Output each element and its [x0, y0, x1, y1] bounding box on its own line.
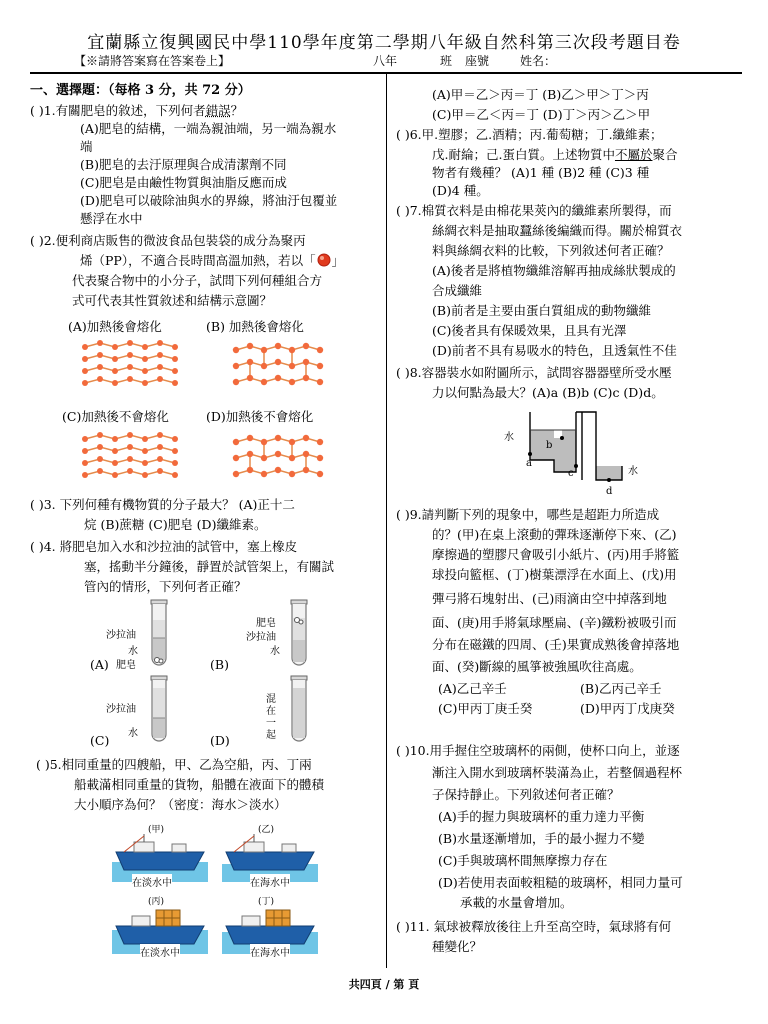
ship-label-bing: (丙) [148, 897, 165, 907]
container-water-label-right: 水 [628, 466, 638, 477]
q3-line2: 烷 (B)蔗糖 (C)肥皂 (D)纖維素。 [84, 517, 267, 532]
q6-line1: ( )6.甲.塑膠；乙.酒精；丙.葡萄糖；丁.纖維素； [396, 127, 663, 142]
q11-line1: ( )11. 氣球被釋放後往上升至高空時，氣球將有何 [396, 919, 672, 934]
q9-option-b: (B)乙丙己辛壬 [580, 681, 662, 696]
q4-option-b: (B) [210, 657, 229, 672]
polymer-diagram-b [230, 340, 330, 395]
q1-option-a: (A)肥皂的結構，一端為親油端，另一端為親水 [80, 121, 337, 136]
name-label: 姓名： [520, 54, 557, 68]
q4-line2: 塞，搖動半分鐘後，靜置於試管架上，有關試 [84, 559, 335, 574]
ship-label-yi: (乙) [258, 825, 275, 835]
q5-line1: ( )5.相同重量的四艘船，甲、乙為空船，丙、丁兩 [36, 757, 312, 772]
polymer-diagram-a [80, 340, 190, 395]
q4-tube-a-water-label: 水 [128, 646, 138, 657]
q2-caption-d: (D)加熱後不會熔化 [206, 409, 314, 424]
q4-tube-b-water-label: 水 [270, 646, 280, 657]
ship-jia-caption: 在淡水中 [132, 874, 172, 889]
q10-line1: ( )10.用手握住空玻璃杯的兩側，使杯口向上，並逐 [396, 743, 680, 758]
q6-line2: 戊.耐綸；己.蛋白質。上述物質中不屬於聚合 [432, 147, 678, 162]
q1-stem: ( )1.有關肥皂的敘述，下列何者錯誤？ [30, 103, 244, 118]
q4-tube-c-oil-label: 沙拉油 [106, 704, 136, 715]
q4-option-a: (A) [90, 657, 109, 672]
ship-yi-caption: 在海水中 [250, 874, 290, 889]
point-d-label: d [606, 486, 613, 497]
q9-line8: 面、(癸)斷線的風箏被強風吹往高處。 [432, 659, 642, 674]
q9-line1: ( )9.請判斷下列的現象中，哪些是超距力所造成 [396, 507, 660, 522]
q7-line1: ( )7.棉質衣料是由棉花果莢內的纖維素所製得，而 [396, 203, 672, 218]
q10-line3: 子保持靜止。下列敘述何者正確？ [432, 787, 620, 802]
q9-line7: 分布在磁鐵的四周、(壬)果實成熟後會掉落地 [432, 637, 680, 652]
ship-label-ding: (丁) [258, 897, 275, 907]
q1-option-a-cont: 端 [80, 139, 93, 154]
q10-option-c: (C)手與玻璃杯間無摩擦力存在 [438, 853, 608, 868]
q7-option-a-cont: 合成纖維 [432, 283, 483, 298]
ship-bing-caption: 在淡水中 [140, 944, 180, 959]
q10-option-d-cont: 承載的水量會增加。 [460, 895, 573, 910]
q5-options-line1: (A)甲＝乙＞丙＝丁 (B)乙＞甲＞丁＞丙 [432, 87, 649, 102]
grade-label: 八年 [373, 54, 398, 68]
q9-option-d: (D)甲丙丁戊庚癸 [580, 701, 675, 716]
q7-option-d: (D)前者不具有易吸水的特色，且透氣性不佳 [432, 343, 677, 358]
test-tube-c [144, 674, 174, 746]
polymer-diagram-c [80, 432, 190, 487]
q11-line2: 種變化？ [432, 939, 483, 954]
q6-line3: 物者有幾種？ (A)1 種 (B)2 種 (C)3 種 [432, 165, 650, 180]
q7-line3: 料與絲綢衣料的比較，下列敘述何者正確？ [432, 243, 670, 258]
q4-tube-b-soap-label: 肥皂 [256, 618, 276, 629]
q7-option-c: (C)後者具有保暖效果，且具有光澤 [432, 323, 627, 338]
q2-caption-a: (A)加熱後會熔化 [68, 319, 162, 334]
point-b-label: b [546, 440, 553, 451]
q9-option-c: (C)甲丙丁庚壬癸 [438, 701, 533, 716]
q9-line5: 彈弓將石塊射出、(己)雨滴由空中掉落到地 [432, 591, 667, 606]
q8-line1: ( )8.容器裝水如附圖所示，試問容器器壁所受水壓 [396, 365, 672, 380]
q8-line2: 力以何點為最大？(A)a (B)b (C)c (D)d。 [432, 385, 664, 400]
q2-caption-b: (B) 加熱後會熔化 [206, 319, 304, 334]
q4-tube-d-mixed-label: 混在一起 [266, 694, 276, 741]
point-a-label: a [526, 458, 532, 469]
q5-line2: 船載滿相同重量的貨物，船體在液面下的體積 [74, 777, 325, 792]
q10-option-d: (D)若使用表面較粗糙的玻璃杯，相同力量可 [438, 875, 683, 890]
point-c-label: c [568, 468, 574, 479]
q9-line2: 的？(甲)在桌上滾動的彈珠逐漸停下來、(乙) [432, 527, 677, 542]
q9-line6: 面、(庚)用手將氣球壓扁、(辛)鐵粉被吸引而 [432, 615, 677, 630]
q5-options-line2: (C)甲＝乙＜丙＝丁 (D)丁＞丙＞乙＞甲 [432, 107, 651, 122]
container-water-label-left: 水 [504, 432, 514, 443]
q2-line2: 烯（PP），不適合長時間高溫加熱，若以「 」 [80, 253, 345, 268]
q4-tube-c-water-label: 水 [128, 728, 138, 739]
q1-option-c: (C)肥皂是由鹼性物質與油脂反應而成 [80, 175, 287, 190]
q5-line3: 大小順序為何？（密度：海水＞淡水） [74, 797, 287, 812]
q9-line3: 摩擦過的塑膠尺會吸引小紙片、(丙)用手將籃 [432, 547, 680, 562]
q2-line4: 式可代表其性質敘述和結構示意圖？ [72, 293, 273, 308]
q9-line4: 球投向籃框、(丁)樹葉漂浮在水面上、(戊)用 [432, 567, 677, 582]
q2-caption-c: (C)加熱後不會熔化 [62, 409, 169, 424]
q4-option-c: (C) [90, 733, 110, 748]
q1-option-d: (D)肥皂可以破除油與水的界線，將油汙包覆並 [80, 193, 338, 208]
column-divider [386, 74, 387, 968]
molecule-icon [316, 253, 332, 267]
answer-sheet-note: 【※請將答案寫在答案卷上】 [74, 54, 231, 68]
class-label: 班 [440, 54, 453, 68]
q7-option-a: (A)後者是將植物纖維溶解再抽成絲狀製成的 [432, 263, 676, 278]
q4-line1: ( )4. 將肥皂加入水和沙拉油的試管中，塞上橡皮 [30, 539, 298, 554]
ship-ding-caption: 在海水中 [250, 944, 290, 959]
q2-line1: ( )2.便利商店販售的微波食品包裝袋的成分為聚丙 [30, 233, 306, 248]
test-tube-a [144, 598, 174, 670]
q1-option-b: (B)肥皂的去汙原理與合成清潔劑不同 [80, 157, 287, 172]
test-tube-b [284, 598, 314, 670]
q4-line3: 管內的情形，下列何者正確？ [84, 579, 247, 594]
q7-line2: 絲綢衣料是抽取蠶絲後編織而得。關於棉質衣 [432, 223, 683, 238]
q9-option-a: (A)乙己辛壬 [438, 681, 507, 696]
q10-option-a: (A)手的握力與玻璃杯的重力達力平衡 [438, 809, 645, 824]
page-title: 宜蘭縣立復興國民中學110學年度第二學期八年級自然科第三次段考題目卷 [87, 33, 681, 53]
page-footer: 共四頁 / 第 頁 [348, 978, 420, 991]
section-heading: 一、選擇題：（每格 3 分，共 72 分） [30, 83, 251, 98]
q1-option-d-cont: 懸浮在水中 [80, 211, 143, 226]
q6-line4: (D)4 種。 [432, 183, 489, 198]
q2-line3: 代表聚合物中的小分子，試問下列何種組合方 [72, 273, 323, 288]
q4-tube-a-soap-label: 肥皂 [116, 660, 136, 671]
seat-label: 座號 [465, 54, 490, 68]
test-tube-d [284, 674, 314, 746]
polymer-diagram-d [230, 432, 330, 487]
q7-option-b: (B)前者是主要由蛋白質組成的動物纖維 [432, 303, 651, 318]
q10-option-b: (B)水量逐漸增加，手的最小握力不變 [438, 831, 645, 846]
container-diagram [516, 410, 636, 496]
q4-option-d: (D) [210, 733, 230, 748]
q4-tube-a-oil-label: 沙拉油 [106, 630, 136, 641]
q4-tube-b-oil-label: 沙拉油 [246, 632, 276, 643]
q10-line2: 漸注入開水到玻璃杯裝滿為止，若整個過程杯 [432, 765, 683, 780]
q3-line1: ( )3. 下列何種有機物質的分子最大？ (A)正十二 [30, 497, 295, 512]
ship-label-jia: (甲) [148, 825, 165, 835]
